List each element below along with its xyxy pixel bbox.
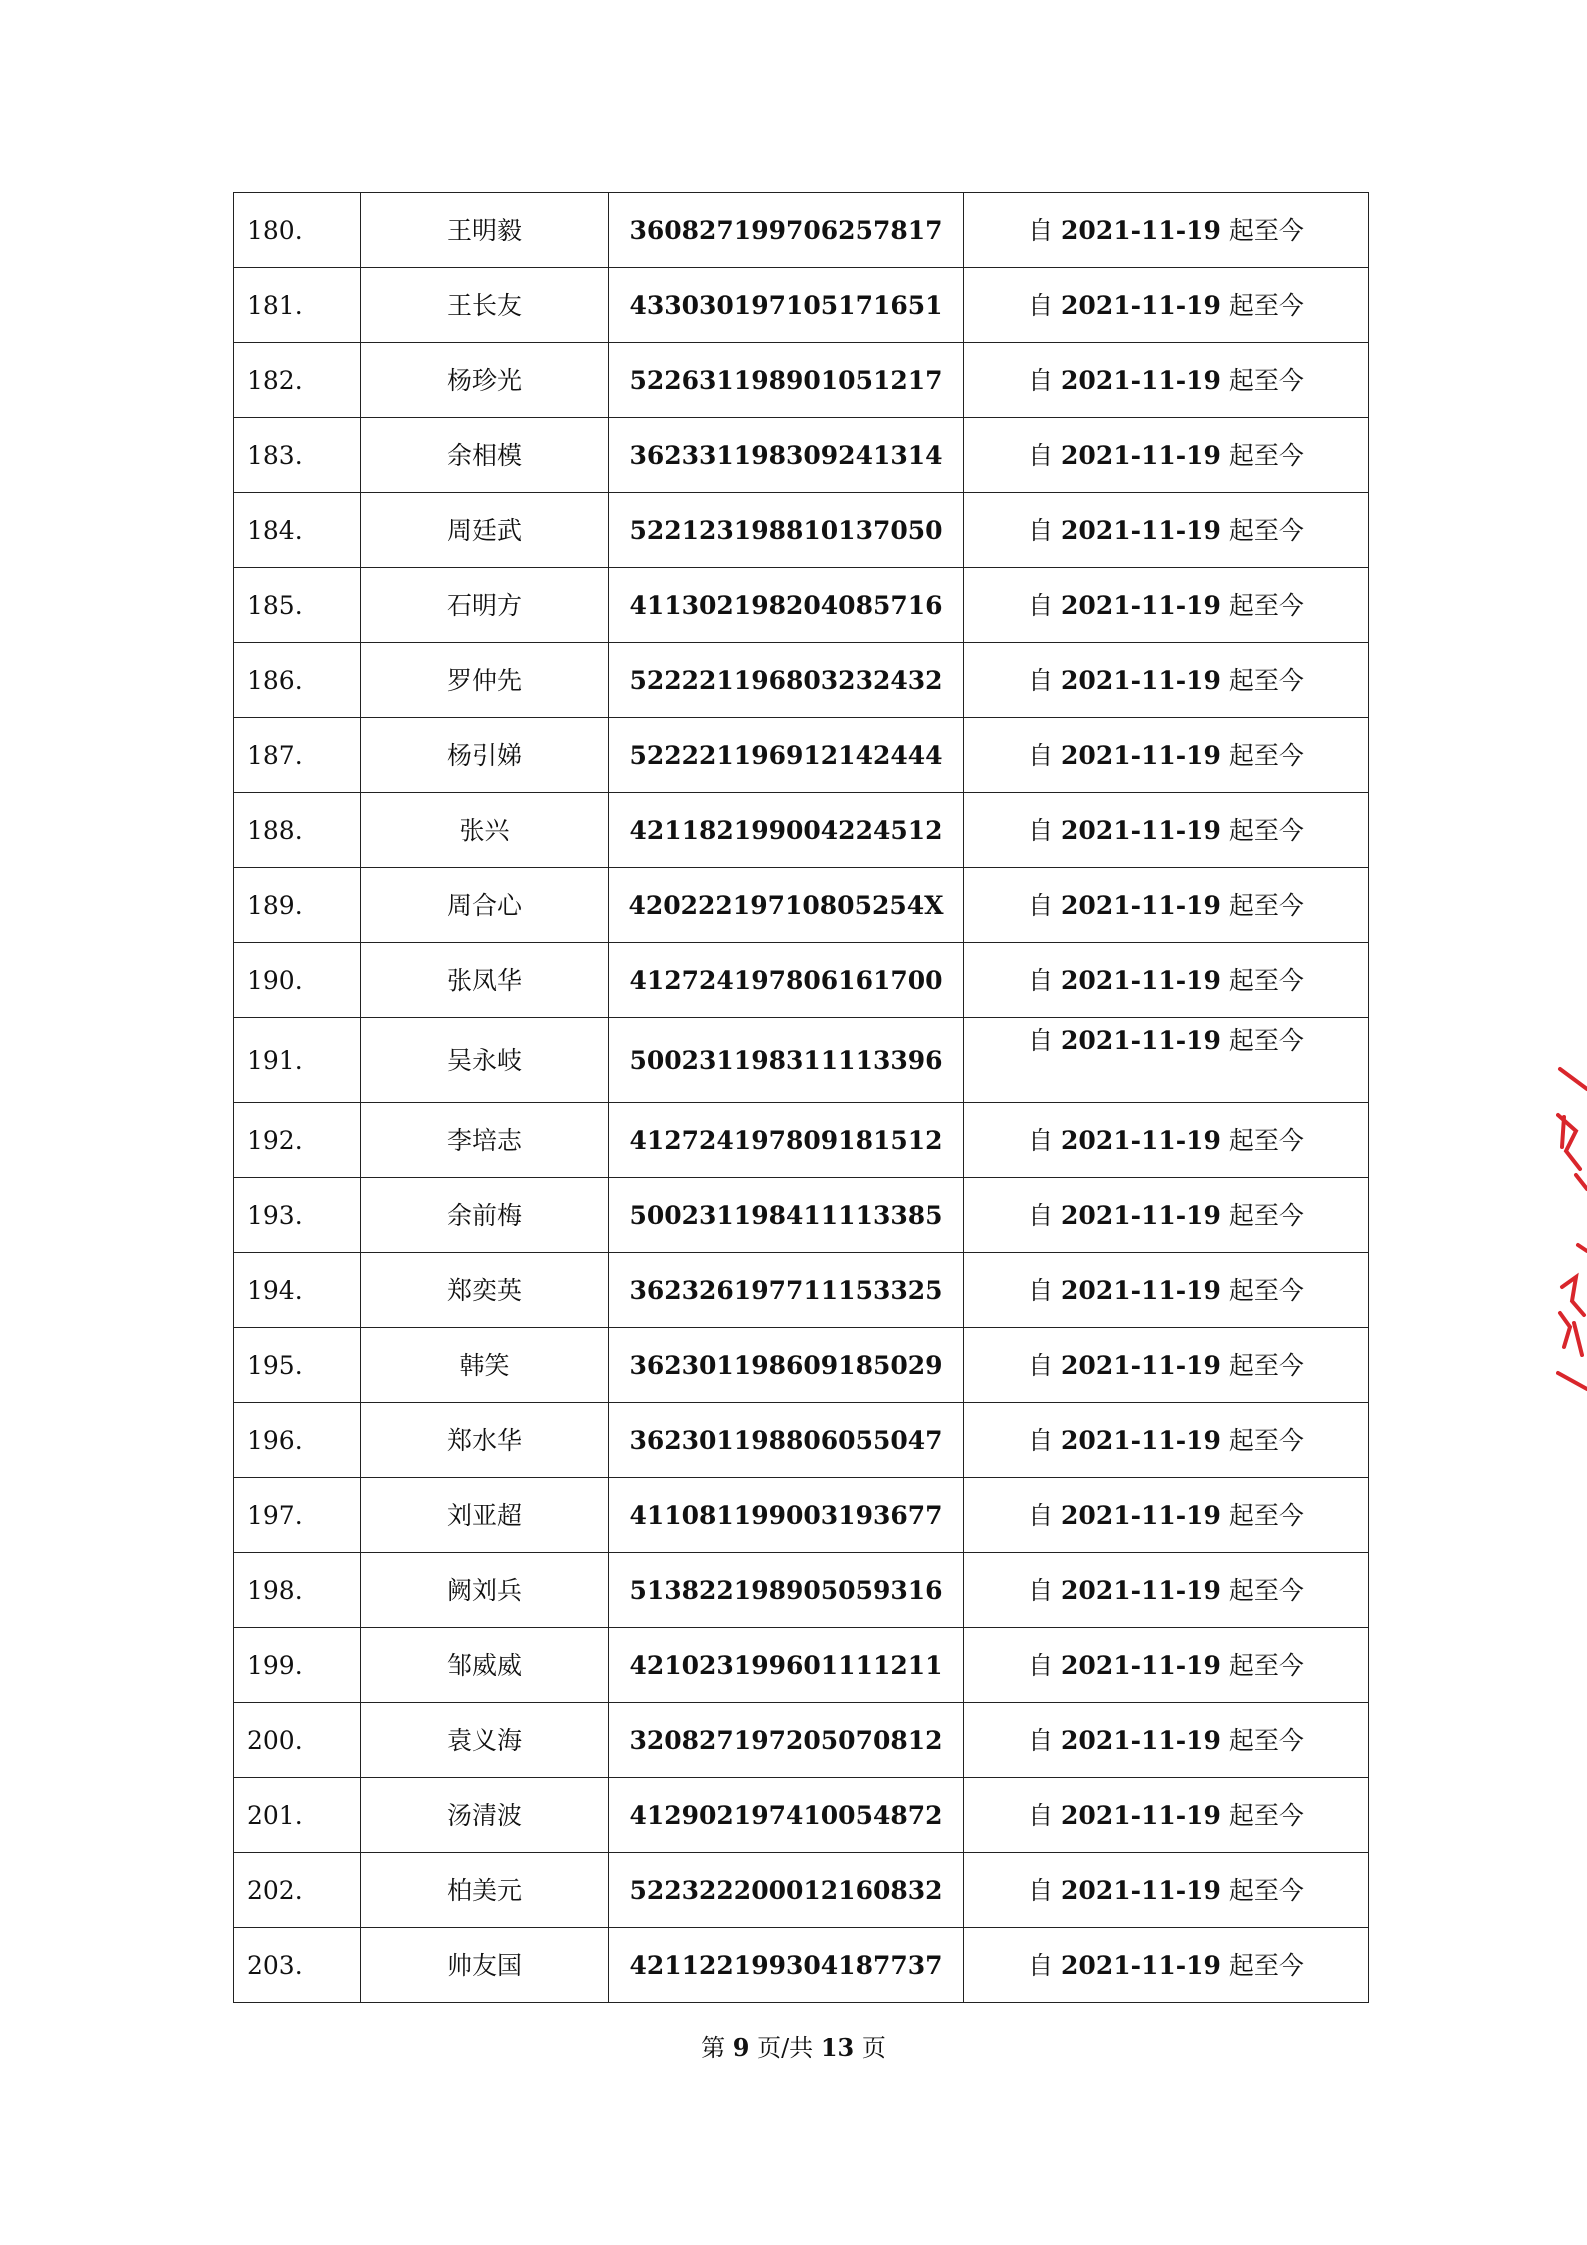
person-name: 杨引娣 [361,718,609,793]
row-number: 200. [234,1703,361,1778]
start-date: 2021-11-19 [1061,1275,1221,1305]
date-suffix: 起至今 [1228,1575,1304,1605]
person-table-body [234,193,1369,2003]
effective-date-cell [964,1928,1369,2003]
table-row [234,643,1369,718]
date-suffix: 起至今 [1228,515,1304,545]
row-number: 196. [234,1403,361,1478]
date-prefix: 自 [1028,365,1054,395]
id-number: 362301198609185029 [609,1328,964,1403]
start-date: 2021-11-19 [1061,1575,1221,1605]
effective-date-cell [964,793,1369,868]
id-number: 513822198905059316 [609,1553,964,1628]
id-number: 362326197711153325 [609,1253,964,1328]
date-prefix: 自 [1028,1875,1054,1905]
id-number: 412724197806161700 [609,943,964,1018]
date-suffix: 起至今 [1228,1800,1304,1830]
effective-date-cell [964,1553,1369,1628]
date-prefix: 自 [1028,290,1054,320]
table-row [234,1403,1369,1478]
id-number: 500231198311113396 [609,1018,964,1103]
table-row [234,568,1369,643]
date-prefix: 自 [1028,1725,1054,1755]
person-name: 郑奕英 [361,1253,609,1328]
date-suffix: 起至今 [1228,740,1304,770]
table-row [234,1018,1369,1103]
date-prefix: 自 [1028,965,1054,995]
start-date: 2021-11-19 [1061,890,1221,920]
id-number: 362301198806055047 [609,1403,964,1478]
person-name: 袁义海 [361,1703,609,1778]
person-name: 张凤华 [361,943,609,1018]
row-number: 190. [234,943,361,1018]
effective-date-cell [964,1253,1369,1328]
table-row [234,943,1369,1018]
date-suffix: 起至今 [1228,1725,1304,1755]
footer-suffix: 页 [861,2034,886,2062]
start-date: 2021-11-19 [1061,590,1221,620]
person-name: 王长友 [361,268,609,343]
person-name: 周合心 [361,868,609,943]
start-date: 2021-11-19 [1061,440,1221,470]
date-prefix: 自 [1028,1125,1054,1155]
id-number: 500231198411113385 [609,1178,964,1253]
person-name: 吴永岐 [361,1018,609,1103]
row-number: 197. [234,1478,361,1553]
row-number: 186. [234,643,361,718]
date-suffix: 起至今 [1228,1875,1304,1905]
start-date: 2021-11-19 [1061,1350,1221,1380]
id-number: 522322200012160832 [609,1853,964,1928]
table-row [234,193,1369,268]
footer-prefix: 第 [701,2034,726,2062]
start-date: 2021-11-19 [1061,290,1221,320]
date-prefix: 自 [1028,1350,1054,1380]
row-number: 182. [234,343,361,418]
person-name: 帅友国 [361,1928,609,2003]
red-seal-stamp-fragment [1556,1055,1587,1395]
footer-middle: 页/共 [757,2034,814,2062]
effective-date-cell [964,643,1369,718]
start-date: 2021-11-19 [1061,1026,1221,1055]
date-suffix: 起至今 [1228,290,1304,320]
start-date: 2021-11-19 [1061,1800,1221,1830]
start-date: 2021-11-19 [1061,515,1221,545]
row-number: 180. [234,193,361,268]
effective-date-cell [964,718,1369,793]
table-row [234,793,1369,868]
effective-date-cell [964,868,1369,943]
start-date: 2021-11-19 [1061,215,1221,245]
date-suffix: 起至今 [1228,215,1304,245]
date-prefix: 自 [1028,1275,1054,1305]
table-row [234,268,1369,343]
row-number: 187. [234,718,361,793]
date-prefix: 自 [1028,215,1054,245]
id-number: 522221196912142444 [609,718,964,793]
date-suffix: 起至今 [1228,1350,1304,1380]
row-number: 198. [234,1553,361,1628]
row-number: 181. [234,268,361,343]
row-number: 191. [234,1018,361,1103]
id-number: 320827197205070812 [609,1703,964,1778]
id-number: 411081199003193677 [609,1478,964,1553]
row-number: 184. [234,493,361,568]
table-row [234,1478,1369,1553]
table-row [234,1103,1369,1178]
id-number: 522123198810137050 [609,493,964,568]
date-suffix: 起至今 [1228,1026,1304,1055]
date-suffix: 起至今 [1228,1425,1304,1455]
id-number: 412902197410054872 [609,1778,964,1853]
table-row [234,418,1369,493]
start-date: 2021-11-19 [1061,365,1221,395]
effective-date-cell [964,343,1369,418]
date-prefix: 自 [1028,1650,1054,1680]
effective-date-cell [964,568,1369,643]
date-prefix: 自 [1028,740,1054,770]
date-prefix: 自 [1028,815,1054,845]
person-name: 阙刘兵 [361,1553,609,1628]
effective-date-cell [964,1628,1369,1703]
person-name: 郑水华 [361,1403,609,1478]
effective-date-cell [964,1178,1369,1253]
date-prefix: 自 [1028,440,1054,470]
start-date: 2021-11-19 [1061,740,1221,770]
date-prefix: 自 [1028,1026,1054,1055]
date-prefix: 自 [1028,1200,1054,1230]
effective-date-cell [964,943,1369,1018]
person-name: 李培志 [361,1103,609,1178]
date-prefix: 自 [1028,1500,1054,1530]
total-page-count: 13 [820,2033,855,2062]
table-row [234,493,1369,568]
date-prefix: 自 [1028,590,1054,620]
start-date: 2021-11-19 [1061,965,1221,995]
person-name: 张兴 [361,793,609,868]
row-number: 188. [234,793,361,868]
effective-date-cell [964,1018,1369,1103]
date-suffix: 起至今 [1228,965,1304,995]
start-date: 2021-11-19 [1061,815,1221,845]
date-suffix: 起至今 [1228,890,1304,920]
date-suffix: 起至今 [1228,590,1304,620]
date-suffix: 起至今 [1228,815,1304,845]
id-number: 433030197105171651 [609,268,964,343]
effective-date-cell [964,1403,1369,1478]
table-row [234,1253,1369,1328]
date-prefix: 自 [1028,1800,1054,1830]
date-suffix: 起至今 [1228,440,1304,470]
effective-date-cell [964,1103,1369,1178]
row-number: 203. [234,1928,361,2003]
date-suffix: 起至今 [1228,1950,1304,1980]
table-row [234,343,1369,418]
person-name: 韩笑 [361,1328,609,1403]
date-suffix: 起至今 [1228,1125,1304,1155]
table-row [234,1703,1369,1778]
row-number: 189. [234,868,361,943]
effective-date-cell [964,1853,1369,1928]
start-date: 2021-11-19 [1061,665,1221,695]
date-suffix: 起至今 [1228,665,1304,695]
date-suffix: 起至今 [1228,1275,1304,1305]
start-date: 2021-11-19 [1061,1875,1221,1905]
start-date: 2021-11-19 [1061,1650,1221,1680]
date-suffix: 起至今 [1228,1500,1304,1530]
person-name: 石明方 [361,568,609,643]
page-footer [0,2028,1587,2063]
effective-date-cell [964,268,1369,343]
effective-date-cell [964,1703,1369,1778]
effective-date-cell [964,1778,1369,1853]
table-row [234,1778,1369,1853]
start-date: 2021-11-19 [1061,1725,1221,1755]
id-number: 360827199706257817 [609,193,964,268]
row-number: 194. [234,1253,361,1328]
row-number: 192. [234,1103,361,1178]
id-number: 412724197809181512 [609,1103,964,1178]
row-number: 185. [234,568,361,643]
id-number: 421122199304187737 [609,1928,964,2003]
person-name: 邹威威 [361,1628,609,1703]
date-prefix: 自 [1028,665,1054,695]
id-number: 421023199601111211 [609,1628,964,1703]
person-name: 刘亚超 [361,1478,609,1553]
table-row [234,1178,1369,1253]
id-number: 411302198204085716 [609,568,964,643]
table-row [234,1328,1369,1403]
date-prefix: 自 [1028,1575,1054,1605]
start-date: 2021-11-19 [1061,1200,1221,1230]
person-name: 罗仲先 [361,643,609,718]
id-number: 421182199004224512 [609,793,964,868]
start-date: 2021-11-19 [1061,1425,1221,1455]
table-row [234,1853,1369,1928]
person-name: 王明毅 [361,193,609,268]
person-name: 余相模 [361,418,609,493]
table-row [234,868,1369,943]
row-number: 183. [234,418,361,493]
row-number: 199. [234,1628,361,1703]
start-date: 2021-11-19 [1061,1950,1221,1980]
id-number: 42022219710805254X [609,868,964,943]
start-date: 2021-11-19 [1061,1500,1221,1530]
date-suffix: 起至今 [1228,365,1304,395]
date-suffix: 起至今 [1228,1200,1304,1230]
person-table [233,192,1369,2003]
date-prefix: 自 [1028,1425,1054,1455]
current-page-number: 9 [732,2033,750,2062]
person-name: 柏美元 [361,1853,609,1928]
id-number: 522221196803232432 [609,643,964,718]
start-date: 2021-11-19 [1061,1125,1221,1155]
date-prefix: 自 [1028,890,1054,920]
row-number: 195. [234,1328,361,1403]
date-suffix: 起至今 [1228,1650,1304,1680]
table-row [234,718,1369,793]
person-name: 余前梅 [361,1178,609,1253]
table-row [234,1628,1369,1703]
id-number: 522631198901051217 [609,343,964,418]
row-number: 201. [234,1778,361,1853]
effective-date-cell [964,418,1369,493]
person-name: 周廷武 [361,493,609,568]
table-row [234,1553,1369,1628]
effective-date-cell [964,1328,1369,1403]
date-prefix: 自 [1028,1950,1054,1980]
effective-date-cell [964,493,1369,568]
row-number: 193. [234,1178,361,1253]
row-number: 202. [234,1853,361,1928]
id-number: 362331198309241314 [609,418,964,493]
table-row [234,1928,1369,2003]
person-name: 杨珍光 [361,343,609,418]
effective-date-cell [964,1478,1369,1553]
person-name: 汤清波 [361,1778,609,1853]
effective-date-cell [964,193,1369,268]
date-prefix: 自 [1028,515,1054,545]
